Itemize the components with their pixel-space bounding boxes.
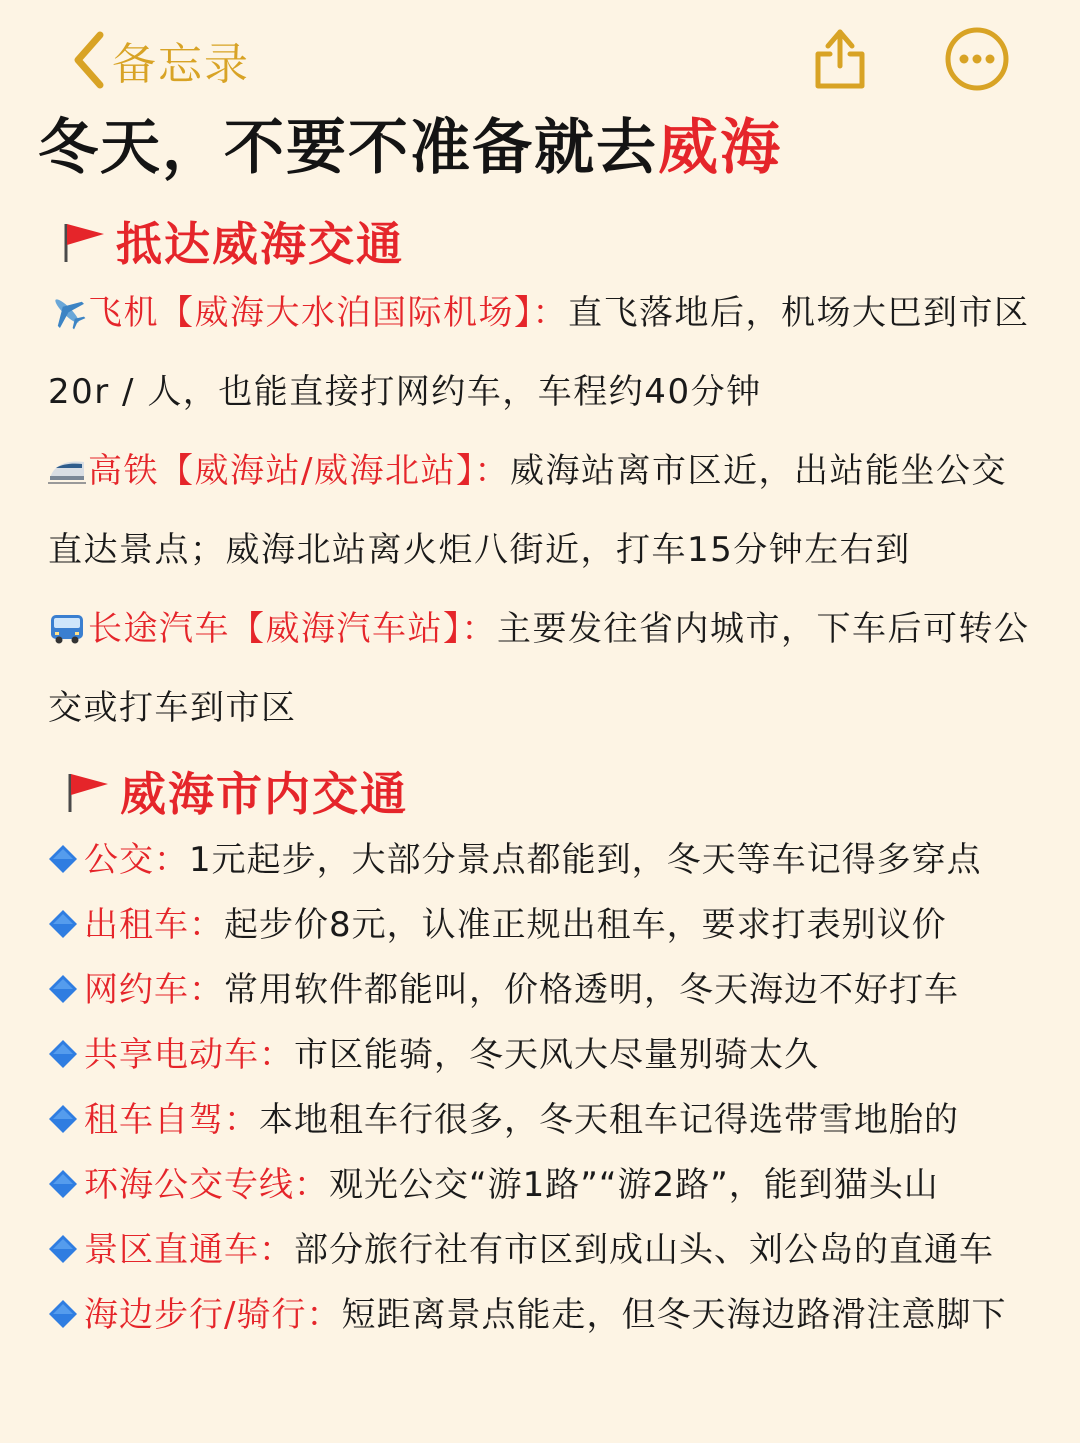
- more-icon[interactable]: [944, 26, 1010, 92]
- title-prefix: 冬天，不要不准备就去: [38, 113, 658, 183]
- entry-text: 直飞落地后，机场大巴到市区20r / 人，也能直接打网约车，车程约40分钟: [48, 293, 1030, 412]
- entry-text: 常用软件都能叫，价格透明，冬天海边不好打车: [224, 970, 959, 1010]
- back-button[interactable]: [70, 28, 250, 92]
- local-entry-car-rental: [48, 1088, 1048, 1153]
- entry-text: 部分旅行社有市区到成山头、刘公岛的直通车: [294, 1230, 994, 1270]
- arrival-entry-train: [48, 432, 1038, 590]
- entry-label: 长途汽车【威海汽车站】：: [88, 609, 497, 649]
- local-entry-bus: [48, 828, 1048, 893]
- note-title: [38, 100, 782, 186]
- local-entry-walk-cycle: [48, 1283, 1038, 1348]
- entry-text: 短距离景点能走，但冬天海边路滑注意脚下: [341, 1295, 1007, 1335]
- blue-diamond-icon: [48, 1299, 78, 1329]
- local-entry-taxi: [48, 893, 1048, 958]
- blue-diamond-icon: [48, 844, 78, 874]
- entry-label: 共享电动车：: [84, 1035, 294, 1075]
- arrival-entry-bus: [48, 590, 1038, 748]
- blue-diamond-icon: [48, 974, 78, 1004]
- blue-diamond-icon: [48, 909, 78, 939]
- blue-diamond-icon: [48, 1234, 78, 1264]
- blue-diamond-icon: [48, 1039, 78, 1069]
- entry-text: 主要发往省内城市，下车后可转公交或打车到市区: [48, 609, 1030, 728]
- bus-icon: [48, 608, 86, 646]
- blue-diamond-icon: [48, 1104, 78, 1134]
- entry-label: 高铁【威海站/威海北站】：: [88, 451, 510, 491]
- title-highlight: 威海: [658, 113, 782, 183]
- blue-diamond-icon: [48, 1169, 78, 1199]
- entry-text: 威海站离市区近，出站能坐公交直达景点；威海北站离火炬八街近，打车15分钟左右到: [48, 451, 1007, 570]
- entry-label: 出租车：: [84, 905, 224, 945]
- entry-text: 起步价8元，认准正规出租车，要求打表别议价: [224, 905, 947, 945]
- local-entry-e-bike: [48, 1023, 1048, 1088]
- high-speed-train-icon: [48, 450, 86, 488]
- section-heading-text: 抵达威海交通: [116, 217, 404, 271]
- entry-label: 网约车：: [84, 970, 224, 1010]
- section-heading-text: 威海市内交通: [120, 767, 408, 821]
- arrival-entry-plane: [48, 274, 1038, 432]
- red-flag-icon: [62, 766, 112, 816]
- entry-text: 市区能骑，冬天风大尽量别骑太久: [294, 1035, 819, 1075]
- entry-label: 海边步行/骑行：: [84, 1295, 342, 1335]
- section-heading-local: [62, 758, 408, 824]
- share-icon[interactable]: [808, 24, 872, 92]
- navigation-bar: [0, 0, 1080, 110]
- local-entry-coastal-bus: [48, 1153, 1048, 1218]
- local-entry-scenic-shuttle: [48, 1218, 1048, 1283]
- back-label: 备忘录: [112, 39, 250, 90]
- entry-label: 环海公交专线：: [84, 1165, 329, 1205]
- local-entry-ride-hailing: [48, 958, 1048, 1023]
- entry-label: 租车自驾：: [84, 1100, 259, 1140]
- airplane-icon: [48, 292, 86, 330]
- red-flag-icon: [58, 216, 108, 266]
- entry-text: 观光公交“游1路”“游2路”，能到猫头山: [329, 1165, 939, 1205]
- chevron-left-icon: [70, 29, 106, 91]
- entry-label: 飞机【威海大水泊国际机场】：: [88, 293, 568, 333]
- entry-text: 本地租车行很多，冬天租车记得选带雪地胎的: [259, 1100, 959, 1140]
- entry-label: 景区直通车：: [84, 1230, 294, 1270]
- entry-label: 公交：: [84, 840, 189, 880]
- section-heading-arrival: [58, 208, 404, 274]
- entry-text: 1元起步，大部分景点都能到，冬天等车记得多穿点: [189, 840, 982, 880]
